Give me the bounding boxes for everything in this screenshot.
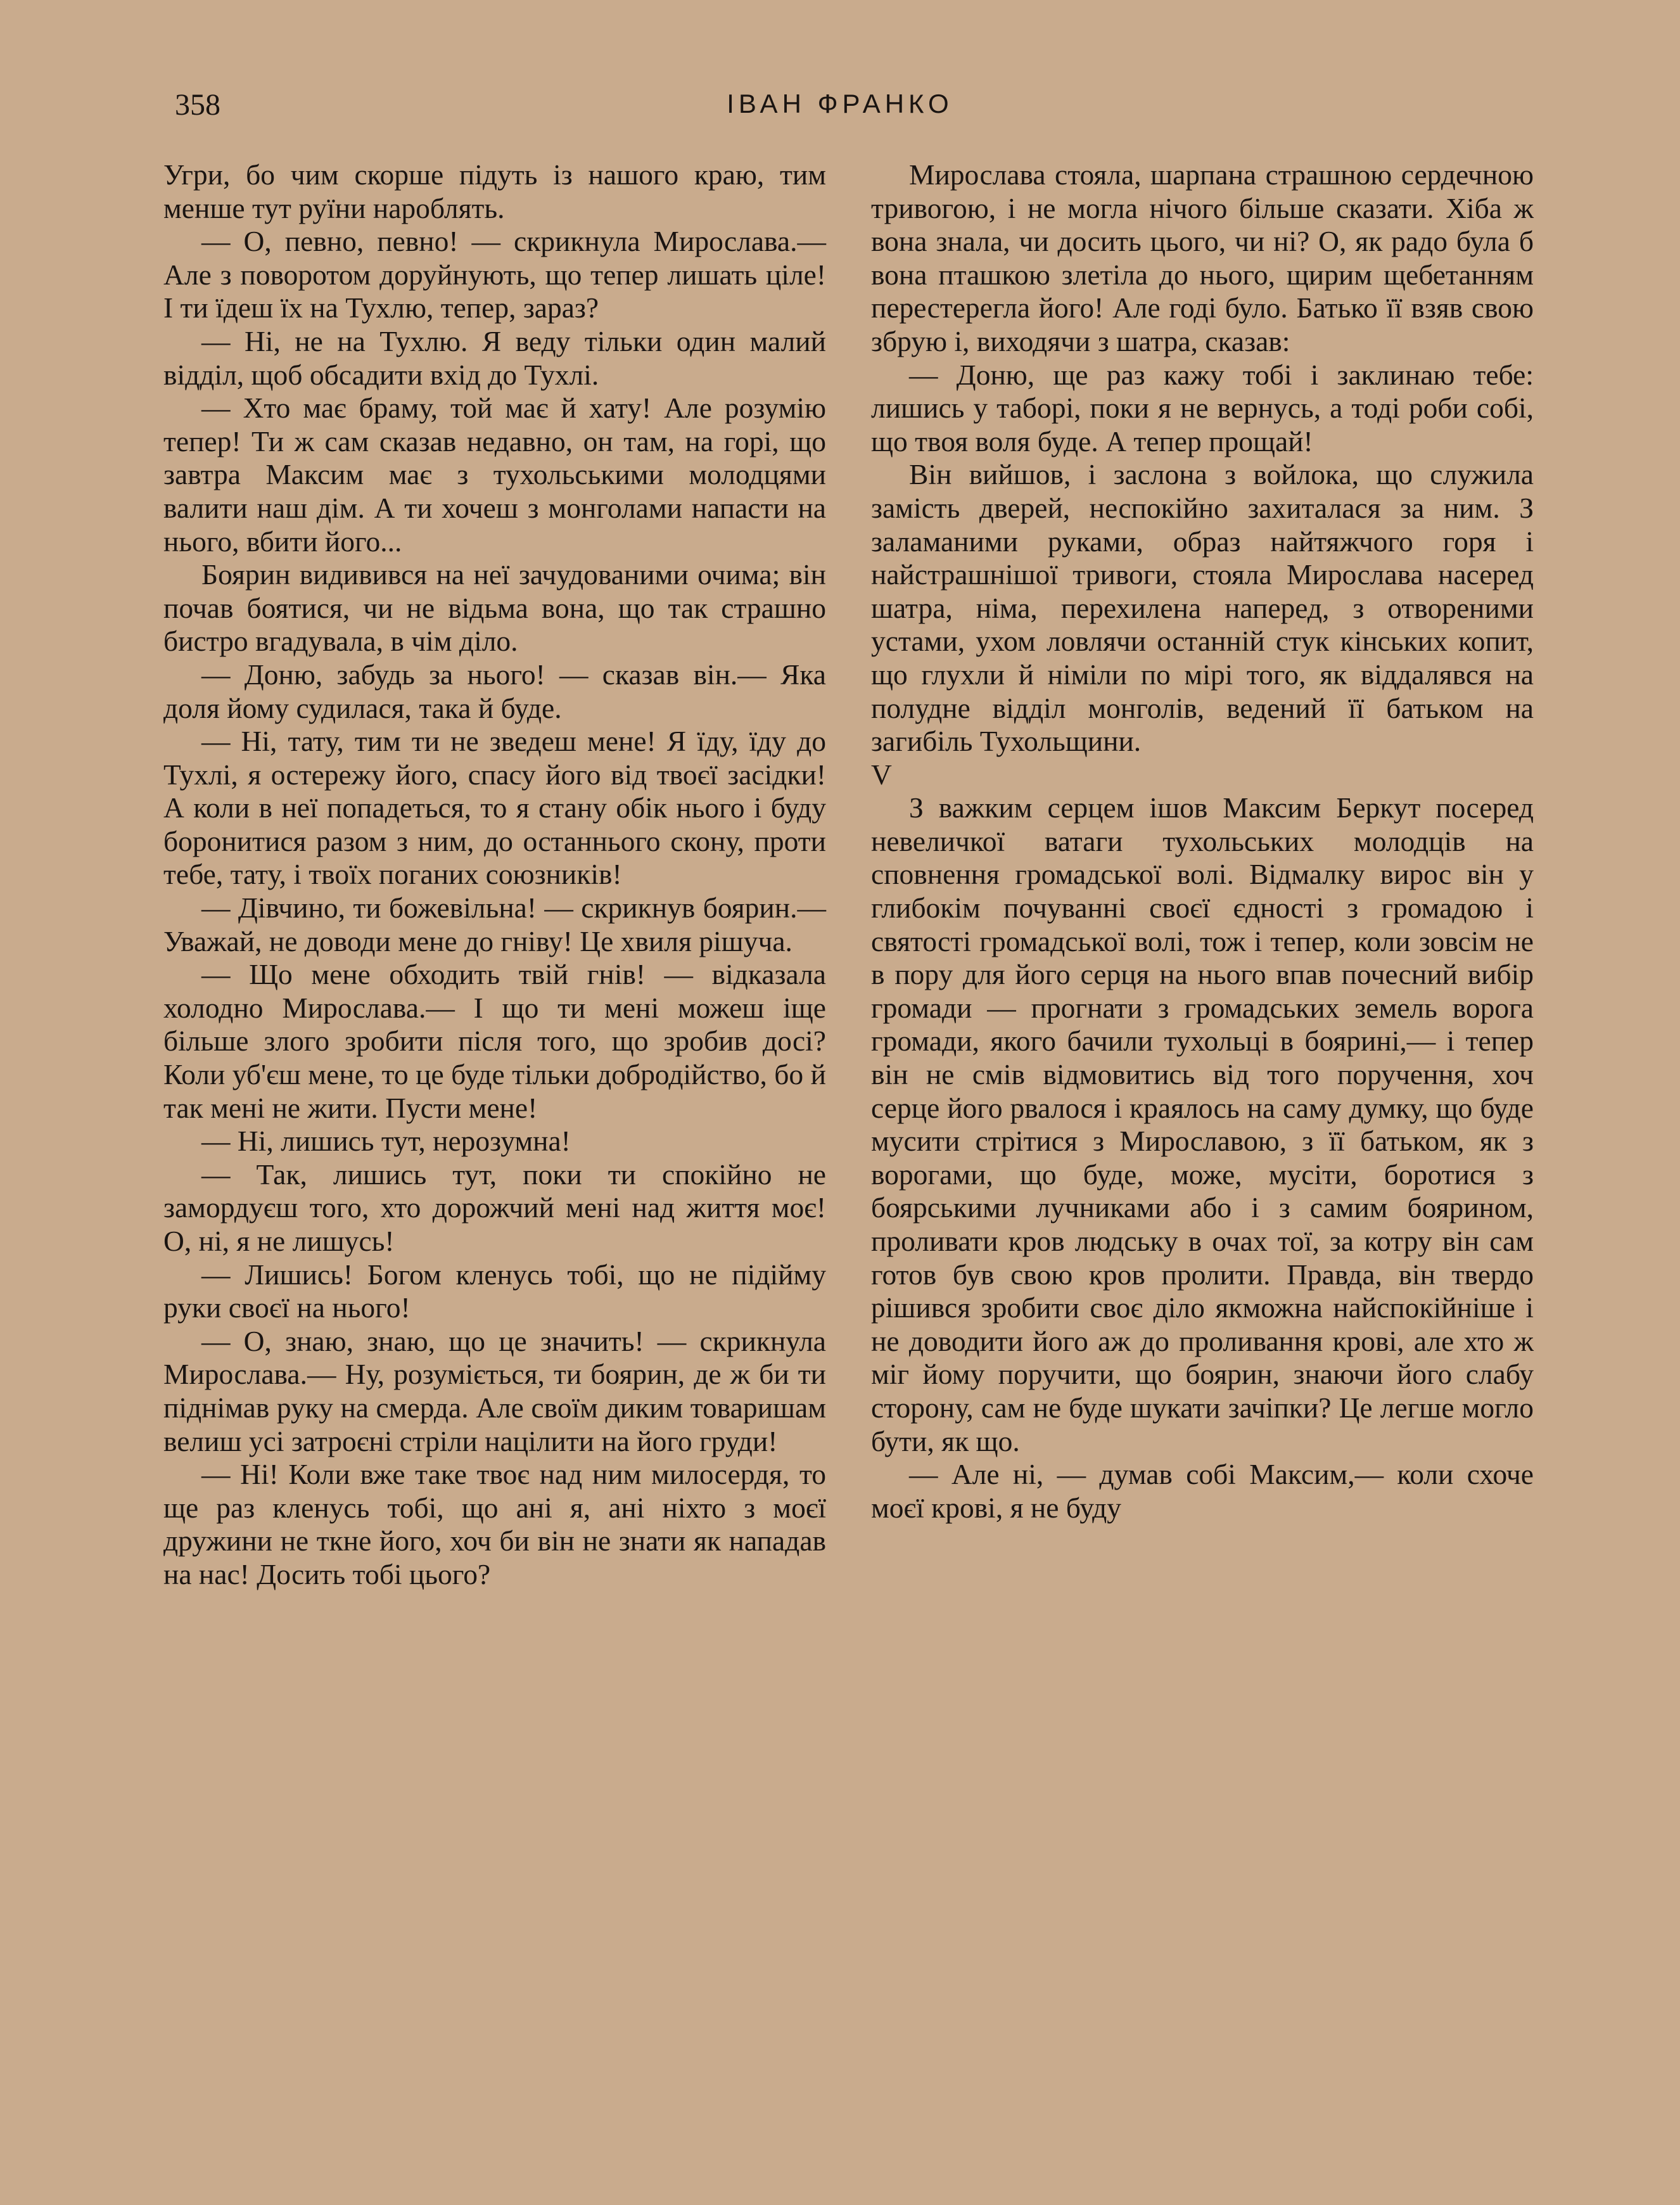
- paragraph: — О, знаю, знаю, що це значить! — скрикнула Мирослава.— Ну, розуміється, ти боярин, де ж би ти піднімав руку на смерда. Але своїм диким товаришам велиш усі затроєні стріли націлити на його груди!: [163, 1324, 826, 1457]
- page-number: 358: [175, 88, 220, 122]
- paragraph: Боярин видивився на неї зачудованими очима; він почав боятися, чи не відьма вона, що так страшно бистро вгадувала, в чім діло.: [163, 558, 826, 658]
- left-column: [163, 158, 826, 1592]
- paragraph: — Хто має браму, той має й хату! Але розумію тепер! Ти ж сам сказав недавно, он там, на горі, що завтра Максим має з тухольськими молодцями валити наш дім. А ти хочеш з монголами напасти на нього, вбити його...: [163, 392, 826, 558]
- right-column: [871, 158, 1534, 1524]
- paragraph: — Але ні, — думав собі Максим,— коли схоче моєї крові, я не буду: [871, 1458, 1534, 1524]
- paragraph: Він вийшов, і заслона з войлока, що служила замість дверей, неспокійно захиталася за ним. З заламаними руками, образ найтяжчого горя і найстрашнішої тривоги, стояла Мирослава насеред шатра, німа, перехилена наперед, з отвореними устами, ухом ловлячи останній стук кінських копит, що глухли й німіли по мірі того, як віддалявся на полудне відділ монголів, ведений її батьком на загибіль Тухольщини.: [871, 458, 1534, 758]
- paragraph: — Доню, ще раз кажу тобі і заклинаю тебе: лишись у таборі, поки я не вернусь, а тоді роби собі, що твоя воля буде. А тепер прощай!: [871, 358, 1534, 457]
- paragraph: — Ні! Коли вже таке твоє над ним милосердя, то ще раз кленусь тобі, що ані я, ані ніхто з моєї дружини не ткне його, хоч би він не знати як нападав на нас! Досить тобі цього?: [163, 1458, 826, 1590]
- paragraph: З важким серцем ішов Максим Беркут посеред невеличкої ватаги тухольських молодців на сповнення громадської волі. Відмалку вирос він у глибокім почуванні своєї єдності з громадою і святості громадської волі, тож і тепер, коли зовсім не в пору для його серця на нього впав почесний вибір громади — прогнати з громадських земель ворога громади, якого бачили тухольці в боярині,— і тепер він не смів відмовитись від того поручення, хоч серце його рвалося і краялось на саму думку, що буде мусити стрітися з Мирославою, з її батьком, як з ворогами, що буде, може, мусіти, боротися з боярськими лучниками або і з самим боярином, проливати кров людську в очах тої, за котру він сам готов був свою кров пролити. Правда, він твердо рішився зробити своє діло якможна найспокійніше і не доводити його аж до проливання крові, але хто ж міг йому поручити, що боярин, знаючи його слабу сторону, сам не буде шукати зачіпки? Це легше могло бути, як що.: [871, 791, 1534, 1457]
- page-header: [171, 87, 1509, 132]
- paragraph: — Так, лишись тут, поки ти спокійно не замордуєш того, хто дорожчий мені над життя моє! О, ні, я не лишусь!: [163, 1158, 826, 1257]
- paragraph: — Доню, забудь за нього! — сказав він.— Яка доля йому судилася, така й буде.: [163, 658, 826, 724]
- paragraph: — Дівчино, ти божевільна! — скрикнув боярин.— Уважай, не доводи мене до гніву! Це хвиля рішуча.: [163, 892, 826, 957]
- paragraph: — Що мене обходить твій гнів! — відказала холодно Мирослава.— І що ти мені можеш іще більше злого зробити після того, що зробив досі? Коли уб'єш мене, то це буде тільки добродійство, бо й так мені не жити. Пусти мене!: [163, 958, 826, 1124]
- paragraph: — Лишись! Богом кленусь тобі, що не підійму руки своєї на нього!: [163, 1258, 826, 1324]
- running-title: ІВАН ФРАНКО: [727, 89, 953, 118]
- paragraph: — О, певно, певно! — скрикнула Мирослава.— Але з поворотом доруйнують, що тепер лишать ціле! І ти їдеш їх на Тухлю, тепер, зараз?: [163, 225, 826, 324]
- paragraph: — Ні, тату, тим ти не зведеш мене! Я їду, їду до Тухлі, я остережу його, спасу його від твоєї засідки! А коли в неї попадеться, то я стану обік нього і буду боронитися разом з ним, до останнього скону, проти тебе, тату, і твоїх поганих союзників!: [163, 725, 826, 891]
- paragraph: — Ні, не на Тухлю. Я веду тільки один малий відділ, щоб обсадити вхід до Тухлі.: [163, 324, 826, 391]
- paragraph: — Ні, лишись тут, нерозумна!: [201, 1125, 571, 1158]
- chapter-number: V: [871, 758, 892, 791]
- paragraph: Мирослава стояла, шарпана страшною сердечною тривогою, і не могла нічого більше сказати. Хіба ж вона знала, чи досить цього, чи ні? О, як радо була б вона пташкою злетіла до нього, щирим щебетанням перестерегла його! Але годі було. Батько її взяв свою збрую і, виходячи з шатра, сказав:: [871, 158, 1534, 357]
- paragraph: Угри, бо чим скорше підуть із нашого краю, тим менше тут руїни нароблять.: [163, 158, 826, 224]
